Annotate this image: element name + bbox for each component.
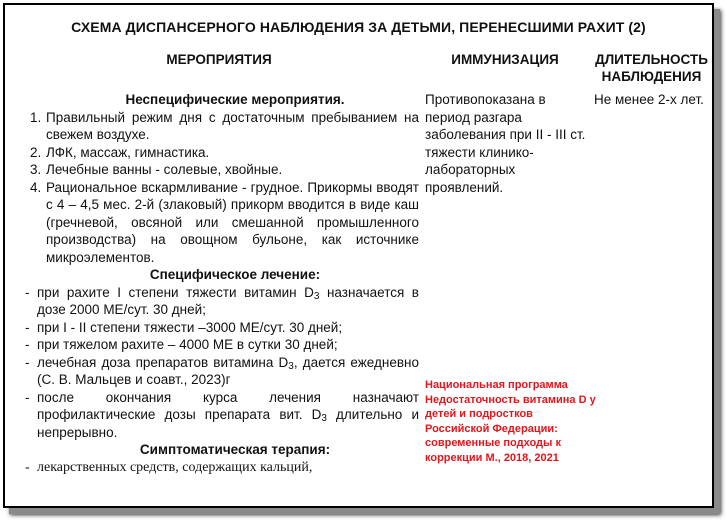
specific-list xyxy=(21,284,419,442)
reference-note: Национальная программа Недостаточность витамина D у детей и подростков Российской Федерации: современные подходы к коррекции М., 2018, 2021 xyxy=(425,379,596,464)
header-measures: МЕРОПРИЯТИЯ xyxy=(166,52,272,67)
list-item: - при рахите I степени тяжести витамин $D_3$ назначается в дозе 2000 МЕ/сут. 30 дней; xyxy=(25,284,419,317)
subscript: 3 xyxy=(321,413,327,424)
list-item: 3. Лечебные ванны - солевые, хвойные. xyxy=(45,161,419,179)
list-item: - после окончания курса лечения назначают профилактические дозы препарата вит. $D_3$ длительно и непрерывно. xyxy=(25,389,419,440)
list-item: - лекарственных средств, содержащих кальций, xyxy=(25,459,313,475)
symptomatic-heading: Симптоматическая терапия: xyxy=(139,442,331,457)
specific-heading: Специфическое лечение: xyxy=(149,267,321,282)
header-duration xyxy=(588,51,715,85)
item-text: при I - II степени тяжести –3000 МЕ/сут. 30 дней; xyxy=(37,319,343,335)
list-item: - при тяжелом рахите – 4000 МЕ в сутки 30 дней; xyxy=(25,337,338,352)
slide-frame xyxy=(3,3,714,508)
list-item: 4. Рациональное вскармливание - грудное. Прикормы вводят с 4 – 4,5 мес. 2-й (злаковый) прикорм вводится в виде каш (гречневой, овсяной или смешанной промышленного производства) на овощном бульоне, как источнике микроэлементов. xyxy=(45,179,419,267)
subscript: 3 xyxy=(313,290,320,302)
duration-text: Не менее 2-х лет. xyxy=(594,92,704,107)
item-text: при тяжелом рахите – 4000 МЕ в сутки 30 дней; xyxy=(37,337,338,352)
list-item: 2. ЛФК, массаж, гимнастика. xyxy=(45,144,419,162)
measures-column xyxy=(21,91,419,476)
header-duration-line1: ДЛИТЕЛЬНОСТЬ xyxy=(595,52,708,67)
subscript: 3 xyxy=(288,360,294,372)
item-text: после окончания курса лечения назначают профилактические дозы препарата вит. D xyxy=(37,389,419,422)
item-text: при рахите I степени тяжести витамин D xyxy=(37,284,314,300)
item-text: лекарственных средств, содержащих кальций, xyxy=(37,459,313,475)
list-item: 1. Правильный режим дня с достаточным пребыванием на свежем воздухе. xyxy=(45,109,419,144)
item-text: лечебная доза препаратов витамина D xyxy=(37,354,289,370)
header-immunization: ИММУНИЗАЦИЯ xyxy=(451,52,559,67)
nonspecific-heading: Неспецифические мероприятия. xyxy=(125,92,345,107)
nonspecific-list xyxy=(21,109,419,267)
symptomatic-list xyxy=(21,459,419,477)
slide-title: СХЕМА ДИСПАНСЕРНОГО НАБЛЮДЕНИЯ ЗА ДЕТЬМИ, ПЕРЕНЕСШИМИ РАХИТ (2) xyxy=(71,19,646,35)
list-item: - при I - II степени тяжести –3000 МЕ/сут. 30 дней; xyxy=(25,319,343,335)
item-text: , дается ежедневно (С. В. Мальцев и соавт., 2023)г xyxy=(37,354,419,387)
immunization-text: Противопоказана в период разгара заболевания при II - III ст. тяжести клинико-лабораторных проявлений. xyxy=(425,92,586,195)
item-text: назначается в дозе 2000 МЕ/сут. 30 дней; xyxy=(37,284,419,317)
item-text: длительно и непрерывно. xyxy=(37,407,419,440)
list-item: - лечебная доза препаратов витамина $D_3$, дается ежедневно (С. В. Мальцев и соавт., 2023)г xyxy=(25,354,419,387)
header-duration-line2: НАБЛЮДЕНИЯ xyxy=(601,69,702,84)
